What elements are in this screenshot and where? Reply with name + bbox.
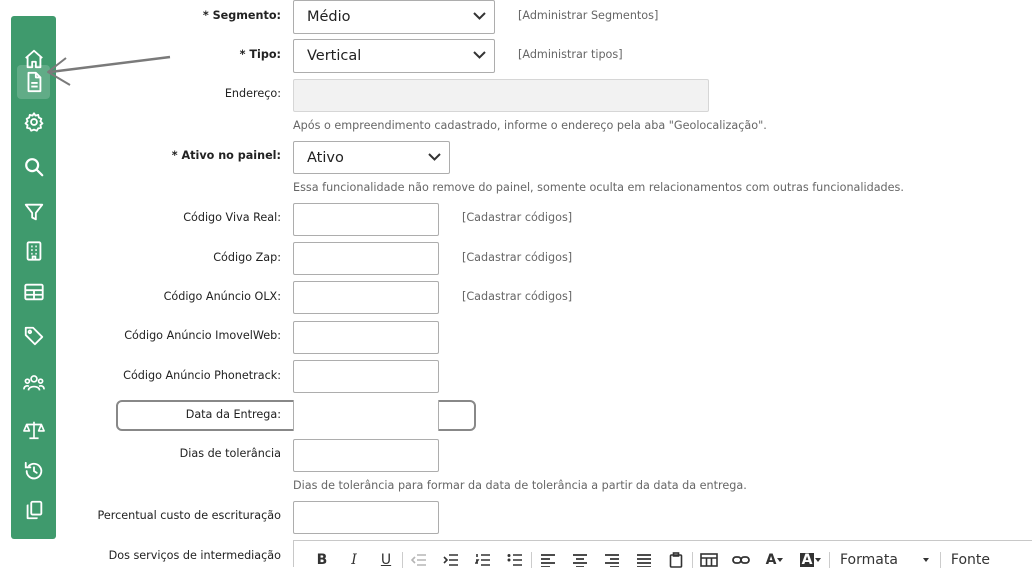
indent-icon [443, 553, 459, 567]
chevron-down-icon [428, 152, 441, 162]
dias-tolerancia-label: Dias de tolerância [179, 447, 281, 460]
background-color-icon: A [801, 552, 813, 568]
link-icon [732, 554, 750, 566]
align-center-button[interactable] [564, 551, 596, 569]
gear-icon [23, 111, 45, 133]
align-left-icon [540, 553, 556, 567]
sidebar-item-legal[interactable] [11, 413, 56, 447]
search-icon [23, 156, 45, 178]
sidebar-item-tags[interactable] [11, 319, 56, 353]
ativo-value: Ativo [307, 149, 344, 166]
caret-down-icon [922, 557, 930, 563]
table-icon [23, 281, 45, 303]
sidebar-item-filter[interactable] [11, 195, 56, 229]
numbered-list-icon [475, 553, 491, 567]
bold-button[interactable]: B [316, 552, 328, 568]
link-button[interactable] [725, 551, 757, 569]
bulleted-list-button[interactable] [499, 551, 531, 569]
data-entrega-label: Data da Entrega: [185, 408, 281, 421]
endereco-help: Após o empreendimento cadastrado, informe o endereço pela aba "Geolocalização". [293, 119, 767, 132]
zap-field[interactable] [293, 242, 439, 275]
sidebar-item-table[interactable] [11, 275, 56, 309]
zap-label: Código Zap: [213, 251, 281, 264]
history-icon [23, 460, 45, 482]
align-center-icon [572, 553, 588, 567]
chevron-down-icon [473, 11, 486, 21]
editor-toolbar [293, 540, 1032, 567]
sidebar-item-history[interactable] [11, 454, 56, 488]
sidebar-item-search[interactable] [11, 150, 56, 184]
cadastrar-codigos-link[interactable]: [Cadastrar códigos] [462, 290, 573, 303]
cadastrar-codigos-link[interactable]: [Cadastrar códigos] [462, 211, 573, 224]
underline-button[interactable]: U [380, 552, 392, 568]
segmento-label: * Segmento: [202, 9, 281, 22]
olx-field[interactable] [293, 281, 439, 314]
table-icon [700, 553, 718, 567]
intermediacao-label: Dos serviços de intermediação [108, 549, 281, 562]
imovelweb-label: Código Anúncio ImovelWeb: [124, 329, 281, 342]
dias-tolerancia-help: Dias de tolerância para formar da data de tolerância a partir da data da entrega. [293, 479, 747, 492]
align-left-button[interactable] [532, 551, 564, 569]
caret-down-icon [776, 557, 784, 563]
table-button[interactable] [693, 551, 725, 569]
numbered-list-button[interactable] [467, 551, 499, 569]
pointer-arrow-icon [40, 50, 175, 90]
caret-down-icon [814, 557, 822, 563]
viva-real-field[interactable] [293, 203, 439, 236]
format-dropdown-label: Formata [840, 552, 898, 568]
tipo-value: Vertical [307, 48, 362, 64]
italic-button[interactable]: I [351, 552, 357, 568]
phonetrack-label: Código Anúncio Phonetrack: [123, 369, 281, 382]
ativo-help: Essa funcionalidade não remove do painel, somente oculta em relacionamentos com outras funcionalidades. [293, 181, 904, 194]
endereco-label: Endereço: [224, 87, 281, 100]
scale-icon [23, 419, 45, 441]
tipo-select[interactable] [293, 39, 495, 73]
olx-label: Código Anúncio OLX: [163, 290, 281, 303]
font-dropdown[interactable]: Fonte [950, 552, 991, 568]
sidebar [11, 16, 56, 539]
align-right-button[interactable] [596, 551, 628, 569]
imovelweb-field[interactable] [293, 321, 439, 354]
phonetrack-field[interactable] [293, 360, 439, 393]
chevron-down-icon [473, 50, 486, 60]
data-entrega-field[interactable] [293, 400, 439, 431]
building-icon [23, 240, 45, 262]
sidebar-item-settings[interactable] [11, 105, 56, 139]
tipo-label: * Tipo: [239, 48, 281, 61]
segmento-value: Médio [307, 9, 351, 25]
segmento-select[interactable] [293, 0, 495, 34]
cadastrar-codigos-link[interactable]: [Cadastrar códigos] [462, 251, 573, 264]
percentual-field[interactable] [293, 501, 439, 534]
font-color-icon: A [765, 552, 777, 568]
clipboard-icon [669, 552, 683, 568]
outdent-icon [411, 553, 427, 567]
ativo-select[interactable] [293, 141, 450, 174]
align-right-icon [604, 553, 620, 567]
align-justify-icon [636, 553, 652, 567]
users-icon [23, 372, 45, 394]
format-dropdown[interactable] [830, 552, 940, 568]
administrar-tipos-link[interactable]: [Administrar tipos] [518, 48, 623, 61]
tag-icon [23, 325, 45, 347]
background-color-button[interactable] [793, 551, 829, 569]
filter-icon [23, 201, 45, 223]
sidebar-item-copy[interactable] [11, 493, 56, 527]
sidebar-item-buildings[interactable] [11, 234, 56, 268]
copy-icon [23, 499, 45, 521]
dias-tolerancia-field[interactable] [293, 439, 439, 472]
administrar-segmentos-link[interactable]: [Administrar Segmentos] [518, 9, 659, 22]
viva-real-label: Código Viva Real: [183, 211, 281, 224]
ativo-label: * Ativo no painel: [171, 149, 281, 162]
percentual-label: Percentual custo de escrituração [97, 509, 281, 522]
sidebar-item-users[interactable] [11, 366, 56, 400]
indent-button[interactable] [435, 551, 467, 569]
font-color-button[interactable] [757, 551, 793, 569]
paste-button[interactable] [660, 551, 692, 569]
bulleted-list-icon [507, 553, 523, 567]
outdent-button[interactable] [403, 551, 435, 569]
endereco-field [293, 79, 709, 112]
align-justify-button[interactable] [628, 551, 660, 569]
